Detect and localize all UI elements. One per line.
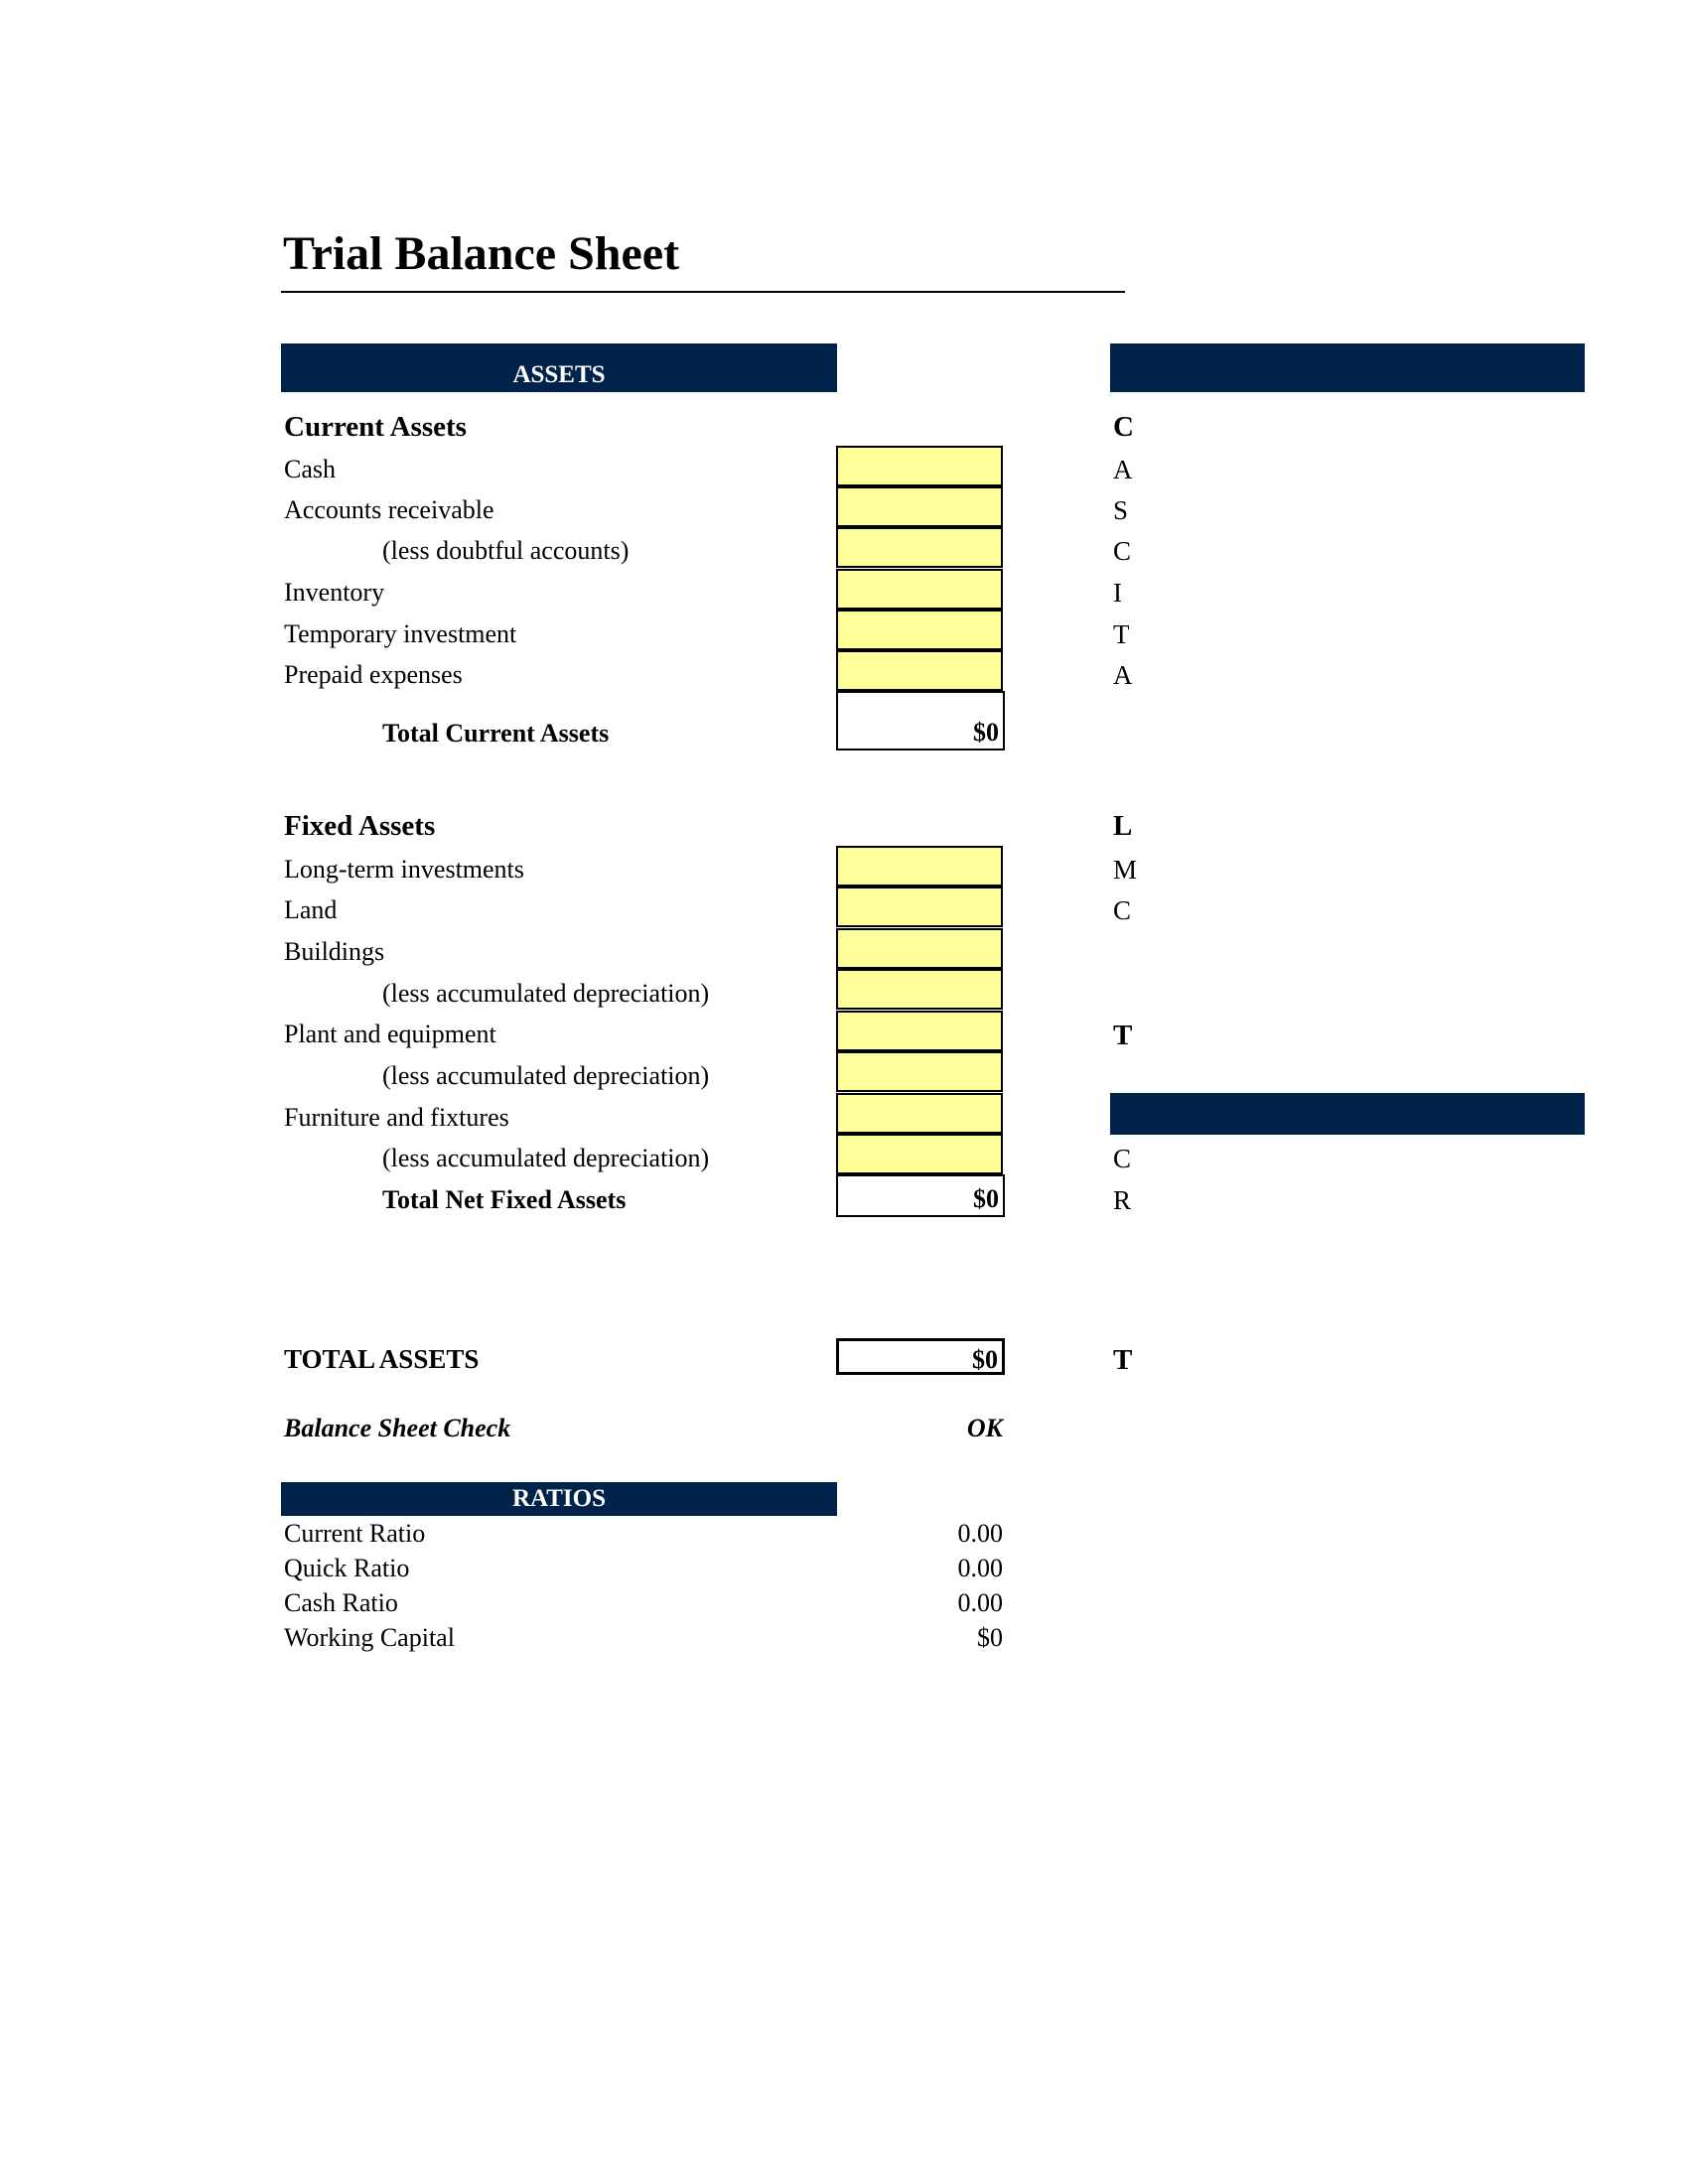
total-net-fixed-assets-label: Total Net Fixed Assets	[382, 1185, 627, 1214]
inventory-input[interactable]	[836, 569, 1003, 610]
liability-item-clipped: S	[1113, 495, 1129, 525]
title-underline	[281, 291, 1125, 293]
buildings-label: Buildings	[284, 937, 385, 966]
equity-item-clipped: R	[1113, 1185, 1132, 1215]
prepaid-expenses-input[interactable]	[836, 650, 1003, 691]
cash-input[interactable]	[836, 446, 1003, 486]
accounts-receivable-label: Accounts receivable	[284, 495, 494, 524]
quick-ratio-label: Quick Ratio	[284, 1554, 410, 1582]
accounts-receivable-input[interactable]	[836, 486, 1003, 527]
current-ratio-value: 0.00	[957, 1519, 1003, 1548]
current-ratio-label: Current Ratio	[284, 1519, 426, 1548]
plant-depreciation-input[interactable]	[836, 1051, 1003, 1092]
ratios-header: RATIOS	[281, 1482, 837, 1516]
liability-item-clipped: A	[1113, 660, 1133, 690]
furniture-depreciation-label: (less accumulated depreciation)	[382, 1144, 710, 1172]
total-liabilities-clipped: T	[1113, 1020, 1133, 1051]
total-net-fixed-assets-value: $0	[836, 1174, 1005, 1217]
balance-check-label: Balance Sheet Check	[284, 1414, 511, 1442]
grand-total-clipped: T	[1113, 1344, 1133, 1376]
cash-ratio-value: 0.00	[957, 1588, 1003, 1617]
page-title: Trial Balance Sheet	[283, 227, 680, 280]
temporary-investment-label: Temporary investment	[284, 619, 517, 648]
cash-ratio-label: Cash Ratio	[284, 1588, 398, 1617]
furniture-fixtures-label: Furniture and fixtures	[284, 1103, 509, 1132]
cash-label: Cash	[284, 455, 336, 483]
working-capital-value: $0	[977, 1623, 1003, 1652]
buildings-input[interactable]	[836, 928, 1003, 969]
current-liabilities-heading-clipped: C	[1113, 411, 1134, 443]
buildings-depreciation-input[interactable]	[836, 969, 1003, 1010]
furniture-fixtures-input[interactable]	[836, 1093, 1003, 1134]
long-term-item-clipped: C	[1113, 895, 1132, 925]
total-assets-label: TOTAL ASSETS	[284, 1344, 480, 1374]
liabilities-header-band	[1110, 343, 1585, 392]
assets-header: ASSETS	[281, 343, 837, 392]
doubtful-accounts-input[interactable]	[836, 527, 1003, 568]
total-assets-value: $0	[836, 1338, 1005, 1375]
plant-depreciation-label: (less accumulated depreciation)	[382, 1061, 710, 1090]
buildings-depreciation-label: (less accumulated depreciation)	[382, 979, 710, 1008]
liability-item-clipped: A	[1113, 455, 1133, 484]
furniture-depreciation-input[interactable]	[836, 1134, 1003, 1174]
liability-item-clipped: I	[1113, 578, 1122, 608]
long-term-item-clipped: M	[1113, 855, 1138, 885]
total-current-assets-value: $0	[836, 691, 1005, 751]
working-capital-label: Working Capital	[284, 1623, 455, 1652]
plant-equipment-label: Plant and equipment	[284, 1020, 496, 1048]
temporary-investment-input[interactable]	[836, 610, 1003, 650]
liability-item-clipped: T	[1113, 619, 1130, 649]
doubtful-accounts-label: (less doubtful accounts)	[382, 536, 630, 565]
fixed-assets-heading: Fixed Assets	[284, 810, 436, 842]
total-current-assets-label: Total Current Assets	[382, 719, 610, 748]
liability-item-clipped: C	[1113, 536, 1132, 566]
long-term-investments-label: Long-term investments	[284, 855, 524, 884]
long-term-liabilities-heading-clipped: L	[1113, 810, 1133, 842]
quick-ratio-value: 0.00	[957, 1554, 1003, 1582]
current-assets-heading: Current Assets	[284, 411, 467, 443]
land-label: Land	[284, 895, 338, 924]
long-term-investments-input[interactable]	[836, 846, 1003, 887]
prepaid-expenses-label: Prepaid expenses	[284, 660, 463, 689]
equity-header-band	[1110, 1093, 1585, 1135]
plant-equipment-input[interactable]	[836, 1011, 1003, 1051]
equity-item-clipped: C	[1113, 1144, 1132, 1173]
balance-check-value: OK	[966, 1414, 1003, 1442]
inventory-label: Inventory	[284, 578, 385, 607]
land-input[interactable]	[836, 887, 1003, 927]
